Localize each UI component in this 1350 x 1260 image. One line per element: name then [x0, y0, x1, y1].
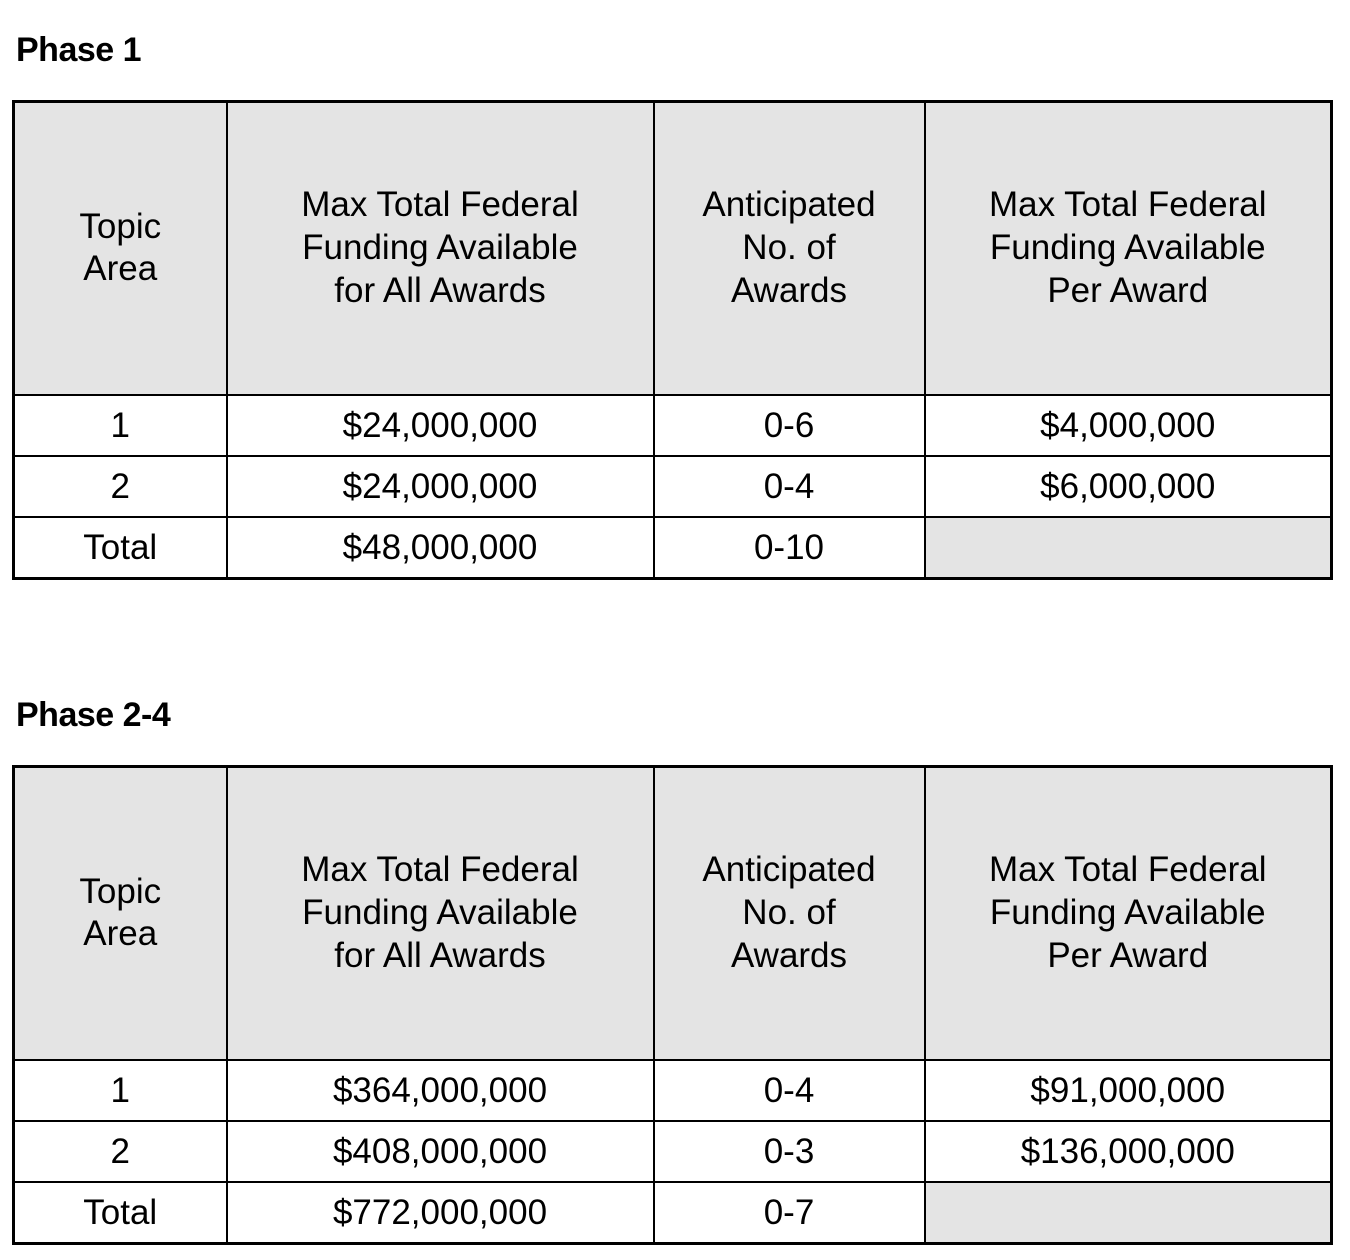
- header-max-total-all-line-2: Funding Available: [302, 892, 578, 932]
- cell-max-total-per: $91,000,000: [925, 1060, 1332, 1121]
- cell-max-total-per: $4,000,000: [925, 395, 1332, 456]
- header-anticipated-awards-line-3: Awards: [730, 270, 848, 310]
- table-total-row: [14, 517, 1332, 579]
- header-anticipated-awards-line-1: Anticipated: [702, 850, 876, 890]
- header-max-total-per-award: [925, 767, 1332, 1060]
- header-max-total-all-line-1: Max Total Federal: [301, 850, 579, 890]
- cell-anticipated-awards: 0-4: [654, 1060, 925, 1121]
- header-topic-area-line-1: Topic: [79, 206, 162, 246]
- header-row: [14, 767, 1332, 1060]
- phase-1-funding-table: [12, 100, 1333, 580]
- table-header: [14, 767, 1332, 1060]
- header-topic-area-line-2: Area: [83, 914, 158, 954]
- header-max-total-per-line-2: Funding Available: [989, 227, 1266, 267]
- header-max-total-all-line-1: Max Total Federal: [301, 185, 579, 225]
- cell-max-total-all: $408,000,000: [227, 1121, 654, 1182]
- header-max-total-all-awards: [227, 102, 654, 395]
- cell-max-total-per: $136,000,000: [925, 1121, 1332, 1182]
- header-topic-area-line-1: Topic: [79, 871, 162, 911]
- cell-topic-area: 1: [14, 1060, 227, 1121]
- cell-max-total-per-empty: [925, 1182, 1332, 1244]
- header-max-total-per-line-1: Max Total Federal: [988, 185, 1267, 225]
- phase-2-4-title: Phase 2-4: [16, 696, 171, 734]
- cell-topic-area: 2: [14, 1121, 227, 1182]
- header-max-total-all-line-2: Funding Available: [302, 227, 578, 267]
- cell-anticipated-awards: 0-10: [654, 517, 925, 579]
- table-total-row: [14, 1182, 1332, 1244]
- table-row: [14, 456, 1332, 517]
- cell-topic-area: 2: [14, 456, 227, 517]
- cell-max-total-all: $772,000,000: [227, 1182, 654, 1244]
- cell-topic-area: Total: [14, 517, 227, 579]
- header-max-total-all-line-3: for All Awards: [334, 270, 546, 310]
- header-anticipated-awards: [654, 102, 925, 395]
- cell-anticipated-awards: 0-6: [654, 395, 925, 456]
- header-max-total-all-awards: [227, 767, 654, 1060]
- phase-1-section: [0, 0, 1350, 580]
- phase-2-4-section: [0, 665, 1350, 1245]
- header-topic-area-line-2: Area: [83, 249, 158, 289]
- cell-max-total-all: $48,000,000: [227, 517, 654, 579]
- cell-max-total-per: $6,000,000: [925, 456, 1332, 517]
- table-row: [14, 1060, 1332, 1121]
- cell-anticipated-awards: 0-4: [654, 456, 925, 517]
- table-body: [14, 395, 1332, 579]
- header-max-total-per-line-3: Per Award: [1047, 270, 1209, 310]
- cell-topic-area: Total: [14, 1182, 227, 1244]
- cell-max-total-all: $24,000,000: [227, 456, 654, 517]
- cell-anticipated-awards: 0-7: [654, 1182, 925, 1244]
- header-topic-area: [14, 767, 227, 1060]
- header-max-total-all-line-3: for All Awards: [334, 935, 546, 975]
- header-max-total-per-line-2: Funding Available: [989, 892, 1266, 932]
- table-row: [14, 395, 1332, 456]
- header-max-total-per-line-3: Per Award: [1047, 935, 1209, 975]
- header-max-total-per-award: [925, 102, 1332, 395]
- cell-topic-area: 1: [14, 395, 227, 456]
- header-row: [14, 102, 1332, 395]
- cell-max-total-all: $364,000,000: [227, 1060, 654, 1121]
- phase-1-title: Phase 1: [16, 31, 142, 69]
- header-anticipated-awards-line-3: Awards: [730, 935, 848, 975]
- header-anticipated-awards-line-2: No. of: [742, 892, 836, 932]
- header-max-total-per-line-1: Max Total Federal: [988, 850, 1267, 890]
- table-row: [14, 1121, 1332, 1182]
- header-anticipated-awards-line-1: Anticipated: [702, 185, 876, 225]
- header-topic-area: [14, 102, 227, 395]
- table-header: [14, 102, 1332, 395]
- header-anticipated-awards: [654, 767, 925, 1060]
- cell-anticipated-awards: 0-3: [654, 1121, 925, 1182]
- table-body: [14, 1060, 1332, 1244]
- cell-max-total-per-empty: [925, 517, 1332, 579]
- header-anticipated-awards-line-2: No. of: [742, 227, 836, 267]
- cell-max-total-all: $24,000,000: [227, 395, 654, 456]
- phase-2-4-funding-table: [12, 765, 1333, 1245]
